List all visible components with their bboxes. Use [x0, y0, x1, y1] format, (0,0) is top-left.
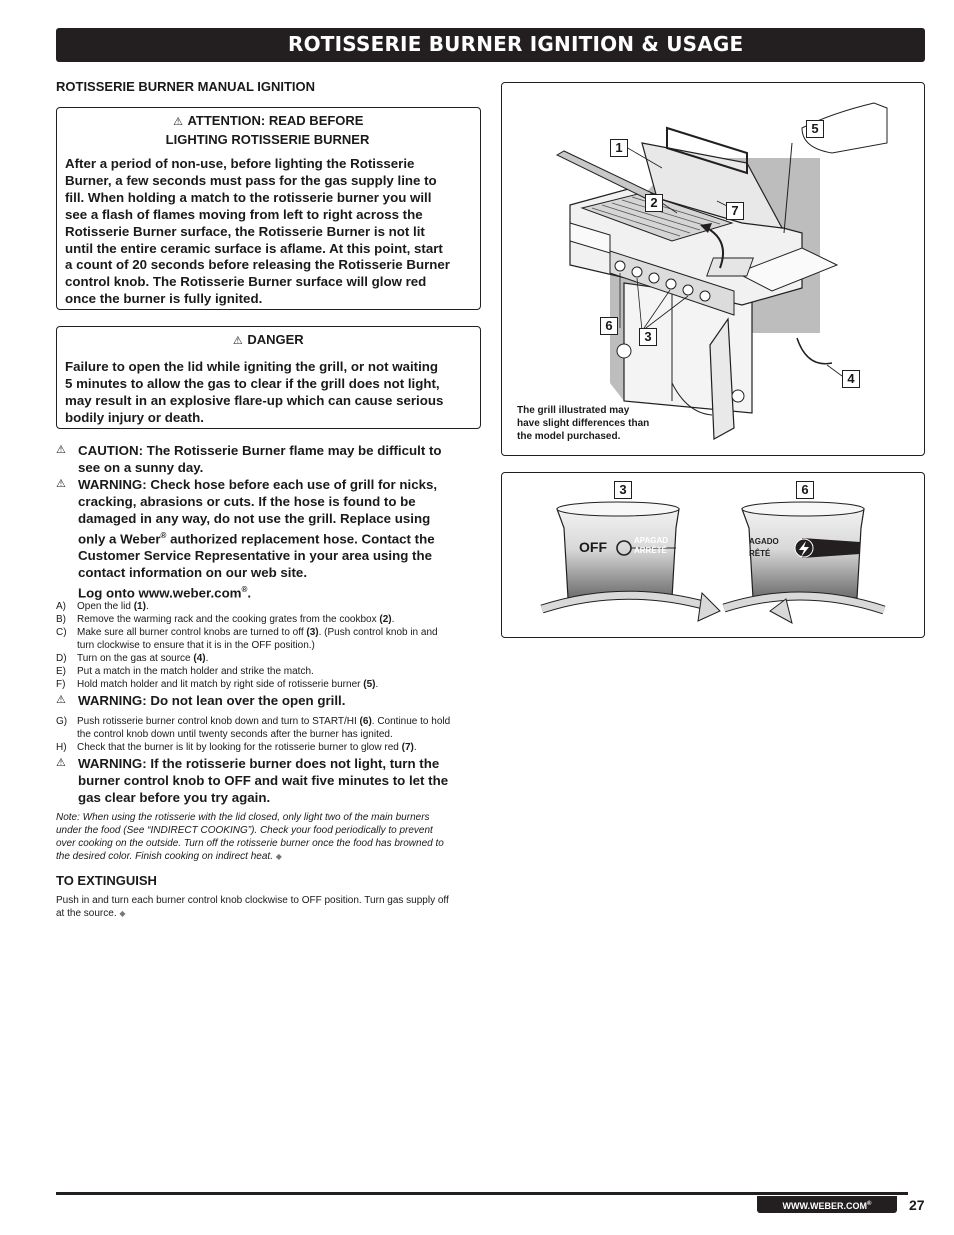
hose-warning-line: Customer Service Representative in your area using the	[78, 548, 432, 564]
list-item	[56, 715, 484, 741]
page-number: 27	[909, 1197, 925, 1213]
attention-line: Burner, a few seconds must pass for the gas supply line to	[65, 172, 437, 188]
note-line: over cooking on the outside. Turn off the rotisserie burner once the food has browned to	[56, 838, 444, 849]
list-item	[56, 741, 484, 754]
step-letter: A)	[56, 601, 66, 612]
danger-line: 5 minutes to allow the gas to clear if the grill does not light,	[65, 375, 440, 391]
callout-4: 4	[842, 370, 860, 388]
warning-triangle-icon: ⚠	[56, 444, 66, 456]
danger-line: may result in an explosive flare-up which can cause serious	[65, 392, 444, 408]
step-text: .	[375, 679, 379, 690]
danger-line: Failure to open the lid while igniting the grill, or not waiting	[65, 359, 439, 374]
page-banner	[56, 28, 925, 62]
attention-line: Rotisserie Burner surface, the Rotisserie Burner is not lit	[65, 223, 425, 239]
step-letter: B)	[56, 614, 66, 625]
step-text: .	[145, 601, 149, 612]
caption-line: The grill illustrated may	[517, 405, 630, 416]
step-text: Push rotisserie burner control knob down and turn to START/HI	[77, 716, 360, 727]
step-ref: (1)	[133, 601, 146, 612]
warning-triangle-icon: ⚠	[56, 694, 66, 706]
callout-7: 7	[726, 202, 744, 220]
warning-triangle-icon: ⚠	[232, 335, 243, 347]
attention-line: once the burner is fully ignited.	[65, 291, 263, 307]
step-text: Put a match in the match holder and strike the match.	[77, 666, 314, 677]
step-ref: (5)	[363, 679, 376, 690]
attention-line: see a flash of flames moving from left to right across the	[65, 206, 423, 222]
danger-title	[65, 331, 470, 350]
step-ref: (7)	[401, 742, 414, 753]
registered-mark: ®	[160, 531, 167, 540]
start-translations	[749, 536, 779, 560]
attention-line: control knob. The Rotisserie Burner surface will glow red	[65, 274, 427, 290]
warning-triangle-icon: ⚠	[173, 116, 183, 128]
footer-rule	[56, 1192, 908, 1195]
grill-figure	[501, 82, 925, 456]
diamond-icon: ◆	[119, 909, 126, 918]
registered-mark: ®	[241, 585, 248, 595]
attention-line: fill. When holding a match to the rotisserie burner you will	[65, 189, 432, 205]
registered-mark: ®	[867, 1201, 872, 1207]
callout-1: 1	[610, 139, 628, 157]
knob-callout-6: 6	[796, 481, 814, 499]
caption-line: the model purchased.	[517, 431, 621, 442]
step-text: the control knob down until twenty seconds after the burner has ignited.	[77, 729, 393, 740]
attention-box	[56, 107, 481, 310]
caution-line: see on a sunny day.	[78, 460, 204, 475]
attention-line: until the entire ceramic surface is aflame. At this point, start	[65, 240, 443, 256]
relight-warning-line: gas clear before you try again.	[78, 790, 271, 805]
step-letter: G)	[56, 716, 68, 727]
knob-figure	[501, 472, 925, 638]
hose-warning-line: .	[247, 585, 252, 601]
lean-warning	[56, 692, 484, 709]
list-item	[56, 626, 484, 652]
attention-title-line: LIGHTING ROTISSERIE BURNER	[165, 132, 370, 147]
rotisserie-note	[56, 811, 484, 863]
list-item	[56, 600, 484, 613]
section-title: ROTISSERIE BURNER MANUAL IGNITION	[56, 79, 316, 94]
hose-warning-line: WARNING: Check hose before each use of grill for nicks,	[78, 477, 438, 492]
step-letter: E)	[56, 666, 66, 677]
hose-warning-line: only a Weber	[78, 531, 161, 547]
relight-warning-line: WARNING: If the rotisserie burner does not light, turn the	[78, 756, 440, 771]
relight-warning-line: burner control knob to OFF and wait five minutes to let the	[78, 773, 449, 788]
hose-warning-line: damaged in any way, do not use the grill. Replace using	[78, 511, 431, 526]
note-line: Note: When using the rotisserie with the lid closed, only light two of the main burners	[56, 812, 430, 823]
list-item	[56, 678, 484, 691]
attention-title	[65, 112, 470, 148]
step-ref: (3)	[306, 627, 319, 638]
off-label: OFF	[579, 539, 607, 555]
danger-box	[56, 326, 481, 429]
attention-line: a count of 20 seconds before releasing the Rotisserie Burner	[65, 257, 450, 273]
danger-title-text: DANGER	[247, 332, 304, 347]
off-translations	[634, 536, 668, 556]
step-text: .	[413, 742, 417, 753]
step-text: . Continue to hold	[371, 716, 451, 727]
caution-notice	[56, 442, 484, 476]
extinguish-line: at the source.	[56, 908, 117, 919]
step-letter: H)	[56, 742, 67, 753]
step-letter: C)	[56, 627, 67, 638]
list-item	[56, 652, 484, 665]
step-text: .	[391, 614, 395, 625]
attention-line: After a period of non-use, before lighting the Rotisserie	[65, 156, 415, 171]
steps-list-1	[56, 600, 484, 691]
list-item	[56, 613, 484, 626]
danger-line: bodily injury or death.	[65, 409, 204, 425]
warning-triangle-icon: ⚠	[56, 478, 66, 490]
attention-body	[65, 156, 470, 308]
danger-body	[65, 359, 470, 427]
callout-6: 6	[600, 317, 618, 335]
callout-3: 3	[639, 328, 657, 346]
extinguish-text	[56, 894, 484, 920]
step-text: turn clockwise to ensure that it is in the OFF position.)	[77, 640, 315, 651]
step-text: Check that the burner is lit by looking for the rotisserie burner to glow red	[77, 742, 402, 753]
page-title: ROTISSERIE BURNER IGNITION & USAGE	[288, 32, 744, 56]
steps-list-2	[56, 715, 484, 754]
list-item	[56, 665, 484, 678]
warning-triangle-icon: ⚠	[56, 757, 66, 769]
off-label-es: APAGAD	[634, 536, 669, 545]
step-text: Remove the warming rack and the cooking grates from the cookbox	[77, 614, 380, 625]
caption-line: have slight differences than	[517, 418, 650, 429]
hose-warning-line: cracking, abrasions or cuts. If the hose is found to be	[78, 494, 416, 509]
extinguish-line: Push in and turn each burner control knob clockwise to OFF position. Turn gas supply off	[56, 895, 449, 906]
step-ref: (6)	[359, 716, 372, 727]
hose-warning-line: authorized replacement hose. Contact the	[166, 531, 435, 547]
knob-illustration	[502, 473, 924, 637]
step-text: Open the lid	[77, 601, 134, 612]
callout-5: 5	[806, 120, 824, 138]
start-label-es: AGADO	[749, 537, 779, 546]
figure-caption	[517, 404, 677, 443]
off-label-fr: ARRÊTÉ	[634, 546, 667, 555]
footer-url[interactable]	[757, 1196, 897, 1213]
step-text: Make sure all burner control knobs are turned to off	[77, 627, 307, 638]
lean-warning-text: WARNING: Do not lean over the open grill.	[78, 693, 346, 708]
step-letter: D)	[56, 653, 67, 664]
caution-line: CAUTION: The Rotisserie Burner flame may be difficult to	[78, 443, 442, 458]
footer-url-text: WWW.WEBER.COM	[782, 1201, 868, 1211]
hose-warning-line: contact information on our web site.	[78, 565, 308, 581]
step-text: .	[205, 653, 209, 664]
note-line: the desired color. Finish cooking on indirect heat.	[56, 851, 273, 862]
step-text: Hold match holder and lit match by right side of rotisserie burner	[77, 679, 364, 690]
hose-warning	[56, 476, 484, 602]
extinguish-title: TO EXTINGUISH	[56, 873, 157, 888]
step-letter: F)	[56, 679, 66, 690]
note-line: under the food (See “INDIRECT COOKING”). Check your food periodically to prevent	[56, 825, 433, 836]
diamond-icon: ◆	[275, 852, 282, 861]
start-label-fr: RÊTÉ	[749, 549, 771, 558]
callout-2: 2	[645, 194, 663, 212]
hose-warning-line: Log onto www.weber.com	[78, 585, 242, 601]
grill-illustration	[502, 83, 924, 455]
knob-callout-3: 3	[614, 481, 632, 499]
step-text: . (Push control knob in and	[318, 627, 438, 638]
step-text: Turn on the gas at source	[77, 653, 194, 664]
relight-warning	[56, 755, 484, 806]
step-ref: (4)	[193, 653, 206, 664]
attention-title-line: ATTENTION: READ BEFORE	[187, 113, 364, 128]
step-ref: (2)	[379, 614, 392, 625]
